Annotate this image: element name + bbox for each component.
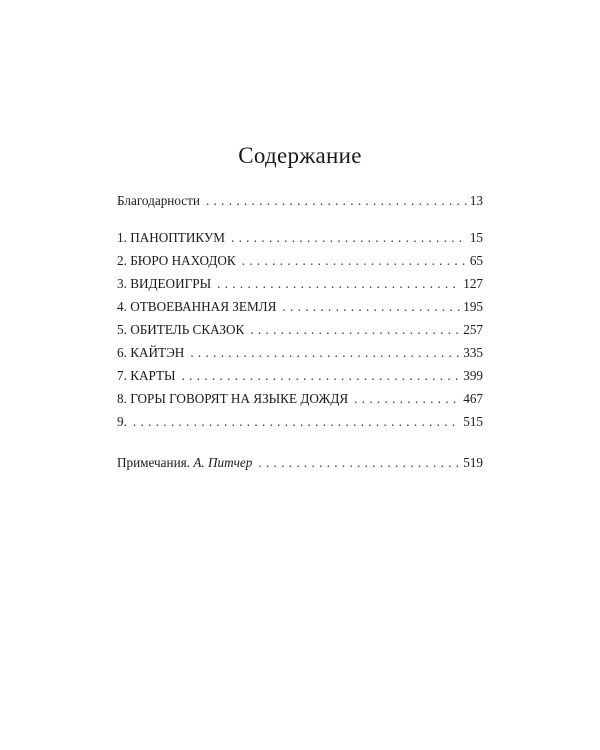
toc-entry-page: 399	[463, 368, 483, 383]
toc-entry-chapter-9[interactable]	[117, 412, 483, 432]
toc-entry-page: 15	[469, 230, 483, 245]
toc-entry-label: Благодарности	[117, 193, 200, 208]
toc-entry-label: 2. БЮРО НАХОДОК	[117, 253, 236, 268]
toc-entry-label: 5. ОБИТЕЛЬ СКАЗОК	[117, 322, 245, 337]
dot-leader	[242, 251, 467, 271]
toc-entry-label: 9.	[117, 414, 127, 429]
toc-entry-page: 65	[469, 253, 483, 268]
toc-entry-label: 7. КАРТЫ	[117, 368, 176, 383]
toc-entry-chapter-7[interactable]	[117, 366, 483, 386]
dot-leader	[133, 412, 460, 432]
dot-leader	[354, 389, 460, 409]
toc-entry-chapter-1[interactable]	[117, 228, 483, 248]
toc-entry-chapter-8[interactable]	[117, 389, 483, 409]
toc-entry-chapter-4[interactable]	[117, 297, 483, 317]
toc-entry-page: 13	[469, 193, 483, 208]
dot-leader	[258, 453, 460, 473]
toc-entry-label: 8. ГОРЫ ГОВОРЯТ НА ЯЗЫКЕ ДОЖДЯ	[117, 391, 349, 406]
toc-entry-chapter-6[interactable]	[117, 343, 483, 363]
dot-leader	[282, 297, 460, 317]
page-title: Содержание	[238, 143, 362, 168]
dot-leader	[217, 274, 460, 294]
toc-entry-label: 1. ПАНОПТИКУМ	[117, 230, 225, 245]
toc-entry-label	[117, 453, 252, 473]
toc-entry-page: 195	[463, 299, 483, 314]
notes-author: А. Питчер	[193, 455, 253, 470]
toc-entry-chapter-3[interactable]	[117, 274, 483, 294]
toc-entry-page: 127	[463, 276, 483, 291]
toc-entry-notes[interactable]	[117, 453, 483, 473]
toc-entry-page: 519	[463, 455, 483, 470]
toc-entry-label: 4. ОТВОЕВАННАЯ ЗЕМЛЯ	[117, 299, 277, 314]
dot-leader	[250, 320, 460, 340]
dot-leader	[231, 228, 467, 248]
toc-entry-page: 515	[463, 414, 483, 429]
dot-leader	[182, 366, 461, 386]
toc-entry-page: 467	[463, 391, 483, 406]
toc-entry-chapter-5[interactable]	[117, 320, 483, 340]
toc-entry-page: 257	[463, 322, 483, 337]
dot-leader	[206, 191, 467, 211]
dot-leader	[190, 343, 460, 363]
toc-entry-acknowledgements[interactable]	[117, 191, 483, 211]
toc-entry-page: 335	[463, 345, 483, 360]
toc-entry-label: 3. ВИДЕОИГРЫ	[117, 276, 212, 291]
toc-entry-chapter-2[interactable]	[117, 251, 483, 271]
toc-entry-label: 6. КАЙТЭН	[117, 345, 185, 360]
notes-label: Примечания.	[117, 455, 191, 470]
